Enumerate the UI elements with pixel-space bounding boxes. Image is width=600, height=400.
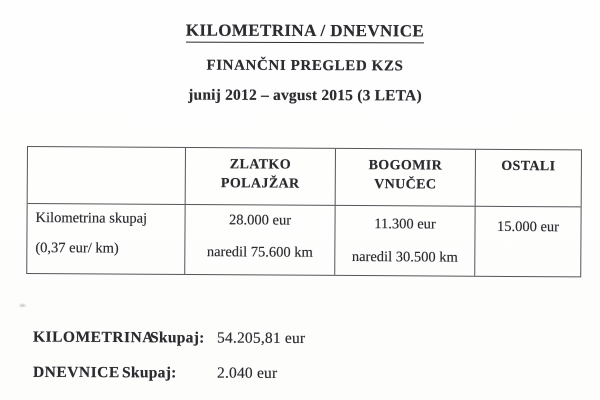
table-cell-bogomir-values — [335, 206, 475, 276]
dnevnice-total-sublabel: Skupaj: — [121, 364, 177, 382]
table-header-cell-empty — [28, 147, 186, 205]
total-row-kilometrina — [33, 329, 573, 354]
table-cell-row-label — [27, 204, 185, 274]
document-title — [10, 20, 600, 42]
zlatko-amount: 28.000 eur — [228, 212, 292, 229]
header-zlatko-line1: ZLATKO — [229, 157, 292, 173]
header-zlatko-line2: POLAJŽAR — [220, 176, 300, 192]
row-label-line1: Kilometrina skupaj — [35, 210, 148, 227]
bogomir-km: naredil 30.500 km — [351, 248, 458, 266]
header-bogomir-line1: BOGOMIR — [368, 158, 443, 174]
document-title-text: KILOMETRINA / DNEVNICE — [186, 21, 424, 44]
ostali-amount: 15.000 eur — [496, 218, 560, 236]
table-header-cell-bogomir — [336, 149, 476, 207]
document-subtitle: FINANČNI PREGLED KZS — [206, 57, 404, 75]
total-row-dnevnice — [33, 364, 573, 388]
kilometrina-total-sublabel: Skupaj: — [149, 329, 205, 347]
table-header-cell-zlatko — [186, 148, 336, 206]
kilometrina-total-label: KILOMETRINA — [32, 328, 154, 347]
dnevnice-total-label: DNEVNICE — [32, 363, 120, 382]
table-cell-zlatko-values — [185, 205, 335, 275]
row-label-line2: (0,37 eur/ km) — [35, 240, 119, 257]
dnevnice-total-value: 2.040 eur — [216, 364, 278, 382]
table-cell-ostali-value — [475, 207, 580, 277]
header-ostali-label: OSTALI — [501, 158, 556, 175]
kilometrina-total-value: 54.205,81 eur — [216, 329, 306, 348]
financial-table — [26, 146, 582, 277]
scan-smudge-artifact — [18, 303, 27, 308]
document-period: junij 2012 – avgust 2015 (3 LETA) — [188, 86, 422, 105]
table-header-cell-ostali — [476, 150, 581, 208]
bogomir-amount: 11.300 eur — [374, 216, 436, 233]
header-bogomir-line2: VNUČEC — [374, 177, 437, 193]
zlatko-km: naredil 75.600 km — [206, 244, 313, 261]
